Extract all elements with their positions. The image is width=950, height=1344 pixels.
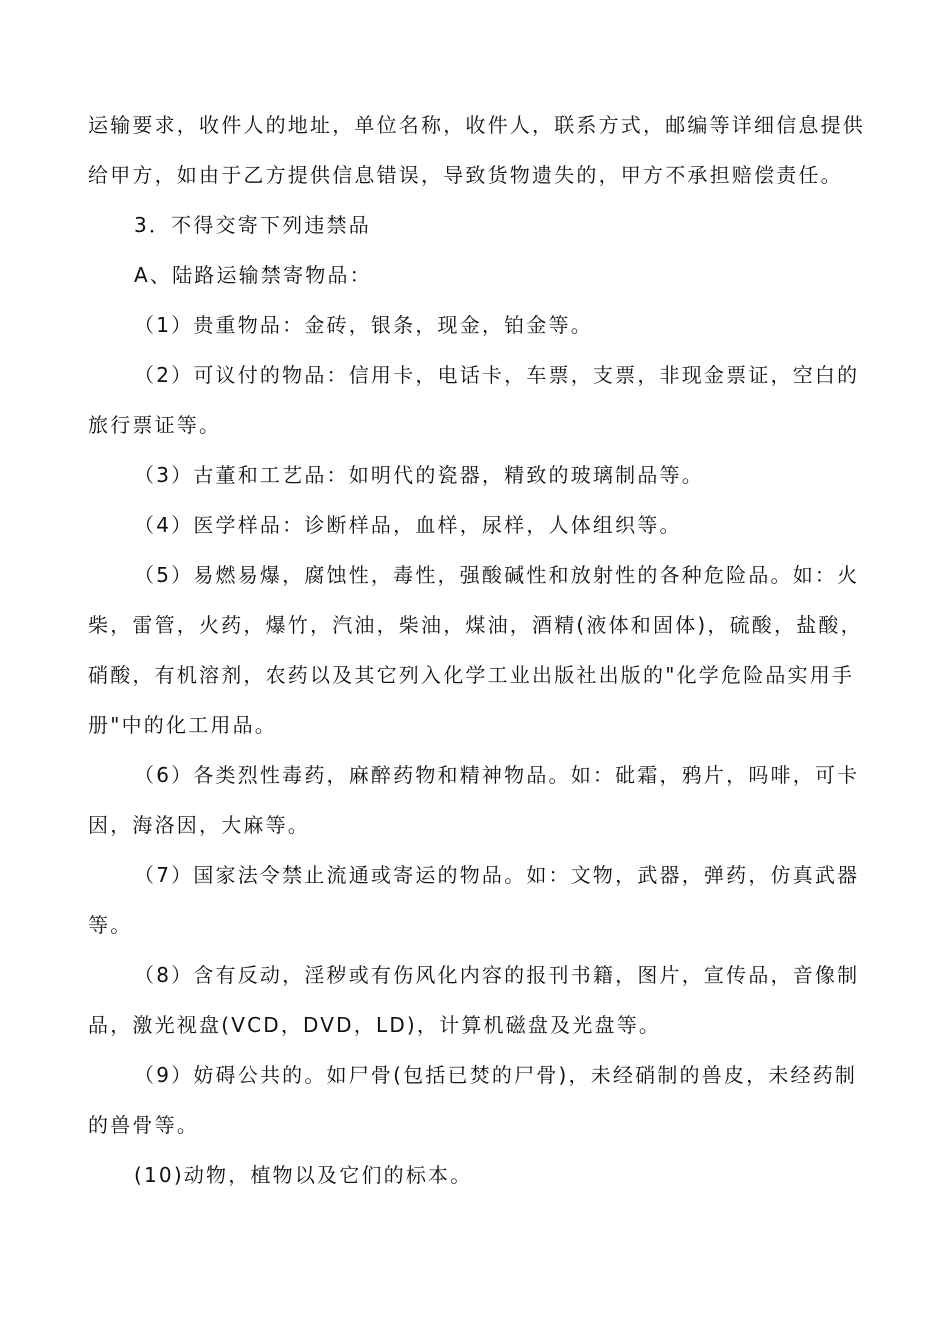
document-body xyxy=(88,100,873,1200)
list-item-1: （1）贵重物品：金砖，银条，现金，铂金等。 xyxy=(134,313,593,337)
list-item-5: （5）易燃易爆，腐蚀性，毒性，强酸碱性和放射性的各种危险品。如：火柴，雷管，火药，爆竹，汽油，柴油，煤油，酒精(液体和固体)，硫酸，盐酸，硝酸，有机溶剂，农药以及其它列入化学工业出版社出版的"化学危险品实用手册"中的化工用品。 xyxy=(88,563,863,737)
paragraph-section-3-heading: 3．不得交寄下列违禁品 xyxy=(134,213,371,237)
list-item-9: （9）妨碍公共的。如尸骨(包括已焚的尸骨)，未经硝制的兽皮，未经药制的兽骨等。 xyxy=(88,1063,858,1137)
list-item-4: （4）医学样品：诊断样品，血样，尿样，人体组织等。 xyxy=(134,513,682,537)
list-item-3: （3）古董和工艺品：如明代的瓷器，精致的玻璃制品等。 xyxy=(134,463,704,487)
list-item-6: （6）各类烈性毒药，麻醉药物和精神物品。如：砒霜，鸦片，吗啡，可卡因，海洛因，大麻等。 xyxy=(88,763,860,837)
paragraph-shipping-info: 运输要求，收件人的地址，单位名称，收件人，联系方式，邮编等详细信息提供给甲方，如由于乙方提供信息错误，导致货物遗失的，甲方不承担赔偿责任。 xyxy=(88,113,865,187)
paragraph-land-transport-heading: A、陆路运输禁寄物品： xyxy=(134,263,372,287)
list-item-10: (10)动物，植物以及它们的标本。 xyxy=(134,1163,473,1187)
list-item-8: （8）含有反动，淫秽或有伤风化内容的报刊书籍，图片，宣传品，音像制品，激光视盘(VCD，DVD，LD)，计算机磁盘及光盘等。 xyxy=(88,963,860,1037)
list-item-2: （2）可议付的物品：信用卡，电话卡，车票，支票，非现金票证，空白的旅行票证等。 xyxy=(88,363,860,437)
list-item-7: （7）国家法令禁止流通或寄运的物品。如：文物，武器，弹药，仿真武器等。 xyxy=(88,863,860,937)
